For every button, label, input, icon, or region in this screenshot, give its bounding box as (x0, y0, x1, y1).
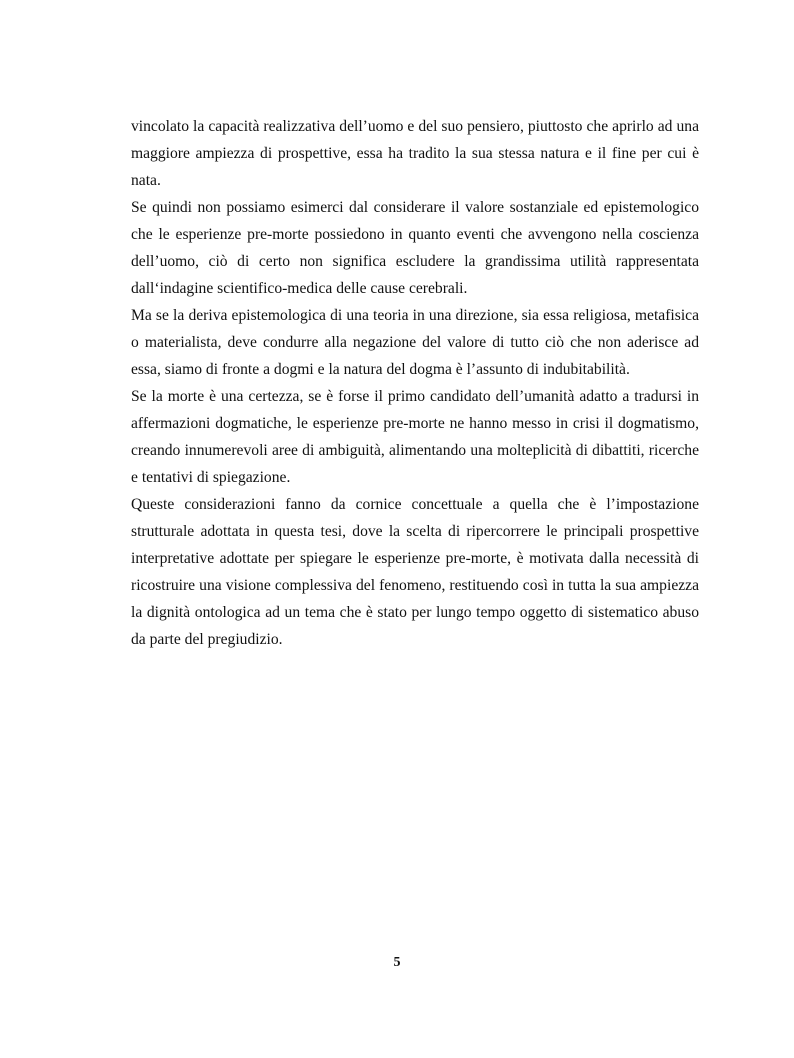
paragraph-4: Se la morte è una certezza, se è forse il primo candidato dell’umanità adatto a tradursi in affermazioni dogmatiche, le esperienze pre-morte ne hanno messo in crisi il dogmatismo, creando innumerevoli aree di ambiguità, alimentando una molteplicità di dibattiti, ricerche e tentativi di spiegazione. (131, 388, 699, 486)
paragraph-2: Se quindi non possiamo esimerci dal considerare il valore sostanziale ed epistemologico che le esperienze pre-morte possiedono in quanto eventi che avvengono nella coscienza dell’uomo, ciò di certo non significa escludere la grandissima utilità rappresentata dall‘indagine scientifico-medica delle cause cerebrali. (131, 199, 699, 297)
body-text (131, 113, 699, 653)
paragraph-1: vincolato la capacità realizzativa dell’uomo e del suo pensiero, piuttosto che aprirlo ad una maggiore ampiezza di prospettive, essa ha tradito la sua stessa natura e il fine per cui è nata. (131, 118, 699, 189)
paragraph-5: Queste considerazioni fanno da cornice concettuale a quella che è l’impostazione strutturale adottata in questa tesi, dove la scelta di ripercorrere le principali prospettive interpretative adottate per spiegare le esperienze pre-morte, è motivata dalla necessità di ricostruire una visione complessiva del fenomeno, restituendo così in tutta la sua ampiezza la dignità ontologica ad un tema che è stato per lungo tempo oggetto di sistematico abuso da parte del pregiudizio. (131, 496, 699, 648)
paragraph-3: Ma se la deriva epistemologica di una teoria in una direzione, sia essa religiosa, metafisica o materialista, deve condurre alla negazione del valore di tutto ciò che non aderisce ad essa, siamo di fronte a dogmi e la natura del dogma è l’assunto di indubitabilità. (131, 307, 699, 378)
page-number: 5 (393, 955, 401, 970)
